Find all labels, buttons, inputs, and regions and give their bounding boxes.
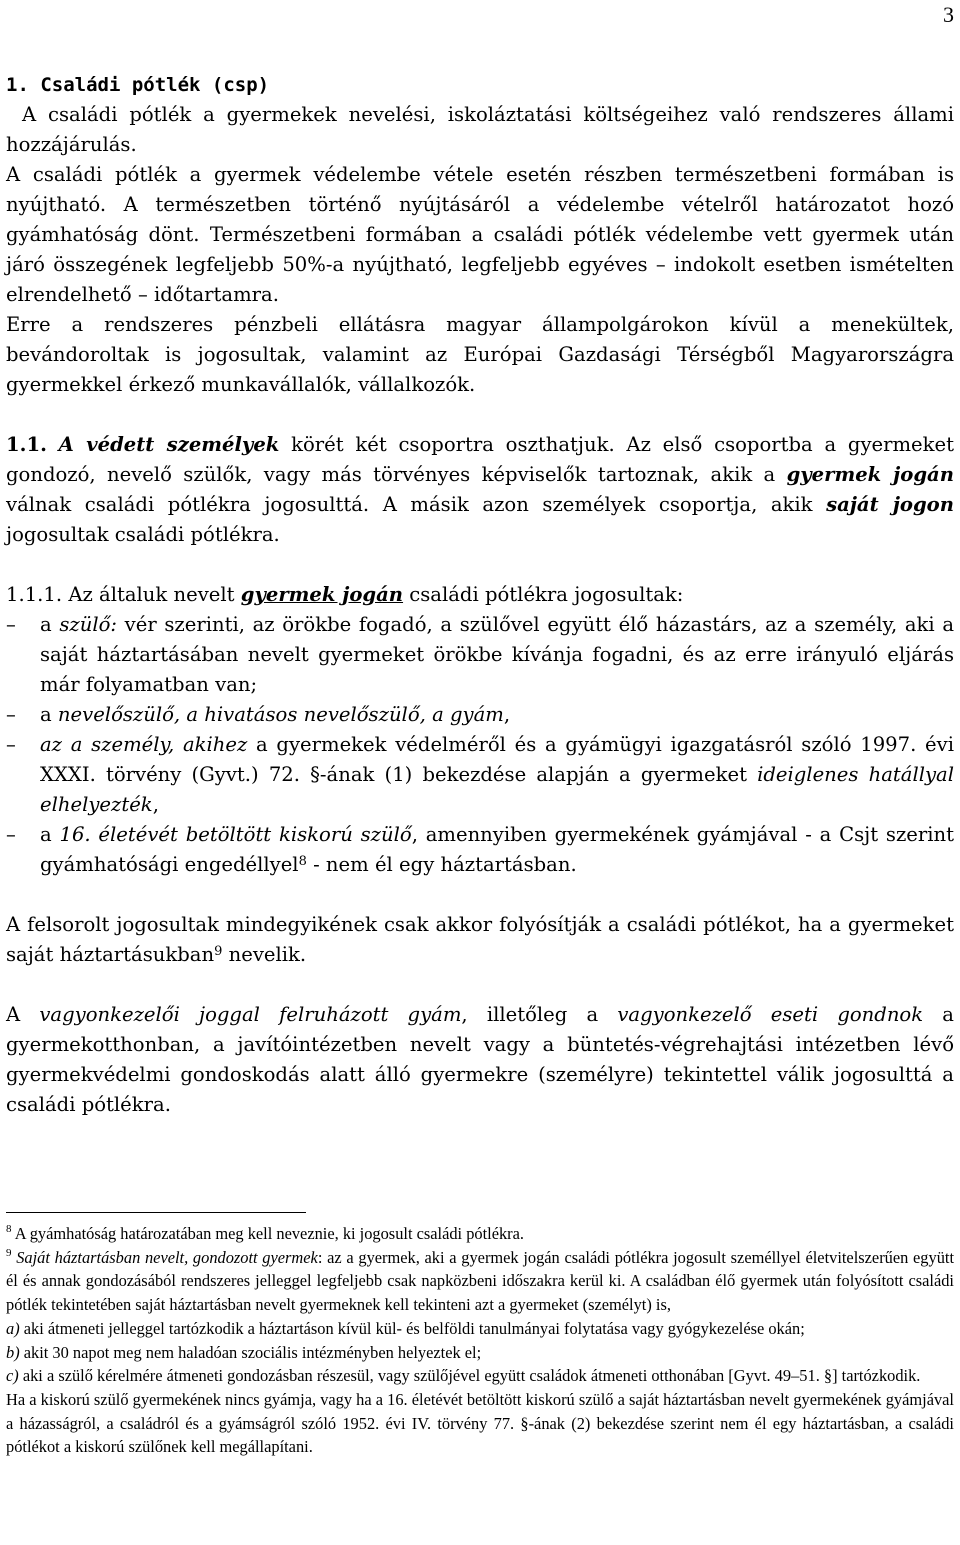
list-item bbox=[6, 610, 954, 700]
footnote-item-b bbox=[6, 1341, 954, 1365]
footnote-item-a bbox=[6, 1317, 954, 1341]
list-item bbox=[6, 730, 954, 820]
list-item bbox=[6, 700, 954, 730]
list-item-text: , bbox=[152, 793, 159, 816]
footnote-number: 8 bbox=[6, 1223, 12, 1235]
footnote-item-text: aki átmeneti jelleggel tartózkodik a háztartáson kívül kül- és belföldi tanulmányai folytatása vagy gyógykezelése okán; bbox=[19, 1318, 805, 1338]
footnote-separator bbox=[6, 1212, 306, 1213]
footnote-text: : az a gyermek, aki a gyermek jogán családi pótlékra jogosult személlyel életvitelszerűen együtt él és annak gondozásából rendszeres jelleggel legfeljebb csak napközbeni időszakra kerül ki. A családban élő gyermek után folyósított családi pótlék tekintetében saját háztartásban nevelt gyermeknek kell tekinteni azt a gyermeket (személyt) is, bbox=[6, 1247, 955, 1315]
paragraph-italic: vagyonkezelői joggal felruházott gyám bbox=[39, 1003, 462, 1026]
list-item-text: , amennyiben gyermekének gyámjával - a Csjt szerint gyámhatósági engedéllyel bbox=[40, 823, 954, 876]
footnote-ref-9[interactable]: 9 bbox=[214, 944, 223, 959]
paragraph-text: A felsorolt jogosultak mindegyikének csak akkor folyósítják a családi pótlékot, ha a gyermeket saját háztartásukban bbox=[6, 913, 954, 966]
list-item-text: - nem él egy háztartásban. bbox=[306, 853, 577, 876]
section-1-1-1-text-1: Az általuk nevelt bbox=[62, 583, 241, 606]
list-item-italic: nevelőszülő, a hivatásos nevelőszülő, a gyám bbox=[57, 703, 504, 726]
footnote-ref-8[interactable]: 8 bbox=[298, 854, 307, 869]
dash-bullet: – bbox=[6, 613, 16, 636]
paragraph-text: A bbox=[6, 1003, 40, 1026]
section-1-1-emph-1: gyermek jogán bbox=[786, 463, 954, 486]
paragraph-italic: vagyonkezelő eseti gondnok bbox=[617, 1003, 924, 1026]
list-item-italic: 16. életévét betöltött kiskorú szülő bbox=[59, 823, 412, 846]
list-item-text: a bbox=[40, 613, 60, 636]
dash-bullet: – bbox=[6, 733, 16, 756]
list-item-italic: az a személy, akihez bbox=[40, 733, 248, 756]
section-1-1-1-number: 1.1.1. bbox=[6, 583, 63, 606]
entitled-list bbox=[6, 610, 954, 880]
section-1-1-1-text-2: családi pótlékra jogosultak: bbox=[403, 583, 684, 606]
section-1-1-1 bbox=[6, 580, 954, 610]
dash-bullet: – bbox=[6, 703, 16, 726]
page-number: 3 bbox=[943, 2, 954, 27]
section-1-1-bold: A védett személyek bbox=[58, 433, 280, 456]
paragraph-in-kind: A családi pótlék a gyermek védelembe vétele esetén részben természetbeni formában is nyújtható. A természetben történő nyújtásáról a védelembe vételről határozatot hozó gyámhatóság dönt. Természetbeni formában a családi pótlék védelembe vett gyermek után járó összegének legfeljebb 50%-a nyújtható, legfeljebb egyéves – indokolt esetben ismételten elrendelhető – időtartamra. bbox=[6, 163, 954, 306]
footnotes bbox=[6, 1222, 954, 1459]
footnote-item-text: aki a szülő kérelmére átmeneti gondozásban részesül, vagy szülőjével együtt családok átmeneti otthonában [Gyvt. 49–51. §] tartózkodik. bbox=[18, 1366, 921, 1386]
footnote-item-label: a) bbox=[6, 1318, 20, 1338]
list-item-text: a gyermekek védelméről és a gyámügyi igazgatásról szóló 1997. évi XXXI. törvény (Gyvt.) 72. §-ának (1) bekezdése alapján a gyermeket bbox=[40, 733, 954, 786]
footnote-8 bbox=[6, 1222, 954, 1246]
section-1-1-text-3: jogosultak családi pótlékra. bbox=[6, 523, 280, 546]
section-1-1-number: 1.1. bbox=[6, 433, 47, 456]
footnote-item-label: b) bbox=[6, 1342, 20, 1362]
section-1-1-1-emph: gyermek jogán bbox=[240, 583, 404, 606]
paragraph-eligibility: Erre a rendszeres pénzbeli ellátásra magyar állampolgárokon kívül a menekültek, bevándoroltak is jogosultak, valamint az Európai Gazdasági Térségből Magyarországra gyermekkel érkező munkavállalók, vállalkozók. bbox=[6, 313, 954, 396]
paragraph-text: a gyermekotthonban, a javítóintézetben nevelt vagy a büntetés-végrehajtási intézetben lévő gyermekvédelmi gondoskodás alatt álló gyermekre (személyre) tekintettel válik jogosulttá a családi pótlékra. bbox=[6, 1003, 954, 1116]
footnote-text: A gyámhatóság határozatában meg kell neveznie, ki jogosult családi pótlékra. bbox=[11, 1224, 524, 1243]
section-1-1-text-2: válnak családi pótlékra jogosulttá. A másik azon személyek csoportja, akik bbox=[6, 493, 827, 516]
paragraph-guardian bbox=[6, 1000, 954, 1120]
footnote-last: Ha a kiskorú szülő gyermekének nincs gyámja, vagy ha a 16. életévét betöltött kiskorú szülő a saját háztartásban nevelt gyermekének gyámjával a házasságról, a családról és a gyámságról szóló 1952. évi IV. törvény 77. §-ának (2) bekezdése szerint nem él egy háztartásban, a családi pótlékot a kiskorú szülőnek kell megállapítani. bbox=[6, 1389, 954, 1457]
list-item-text: vér szerinti, az örökbe fogadó, a szülővel együtt élő házastárs, az a személy, aki a saját háztartásában nevelt gyermeket örökbe kívánja fogadni, és az erre irányuló eljárás már folyamatban van; bbox=[40, 613, 954, 696]
footnote-italic: Saját háztartásban nevelt, gondozott gyermek bbox=[16, 1247, 318, 1267]
section-1-1-emph-2: saját jogon bbox=[826, 493, 954, 516]
section-1-1 bbox=[6, 430, 954, 550]
list-item bbox=[6, 820, 954, 880]
list-item-text: , bbox=[503, 703, 511, 726]
list-item-text: a bbox=[40, 703, 58, 726]
footnote-number: 9 bbox=[6, 1246, 12, 1259]
paragraph-text: nevelik. bbox=[222, 943, 307, 966]
paragraph-definition: A családi pótlék a gyermekek nevelési, iskoláztatási költségeihez való rendszeres állami hozzájárulás. bbox=[6, 103, 954, 156]
list-item-text: a bbox=[40, 823, 60, 846]
list-item-italic: ideiglenes hatállyal elhelyezték bbox=[40, 763, 954, 816]
dash-bullet: – bbox=[6, 823, 16, 846]
footnote-item-text: akit 30 napot meg nem haladóan szociális intézményben helyeztek el; bbox=[19, 1342, 482, 1362]
paragraph-text: , illetőleg a bbox=[461, 1003, 618, 1026]
section-1-1-text-1: körét két csoportra oszthatjuk. Az első csoportba a gyermeket gondozó, nevelő szülők, vagy más törvényes képviselők tartoznak, akik a bbox=[6, 433, 954, 486]
section-heading: 1. Családi pótlék (csp) bbox=[6, 74, 270, 96]
footnote-9 bbox=[6, 1246, 954, 1317]
list-item-italic: szülő: bbox=[59, 613, 118, 636]
footnote-item-c bbox=[6, 1364, 954, 1388]
footnote-item-label: c) bbox=[6, 1366, 19, 1386]
main-text bbox=[6, 70, 954, 1120]
paragraph-household bbox=[6, 910, 954, 970]
